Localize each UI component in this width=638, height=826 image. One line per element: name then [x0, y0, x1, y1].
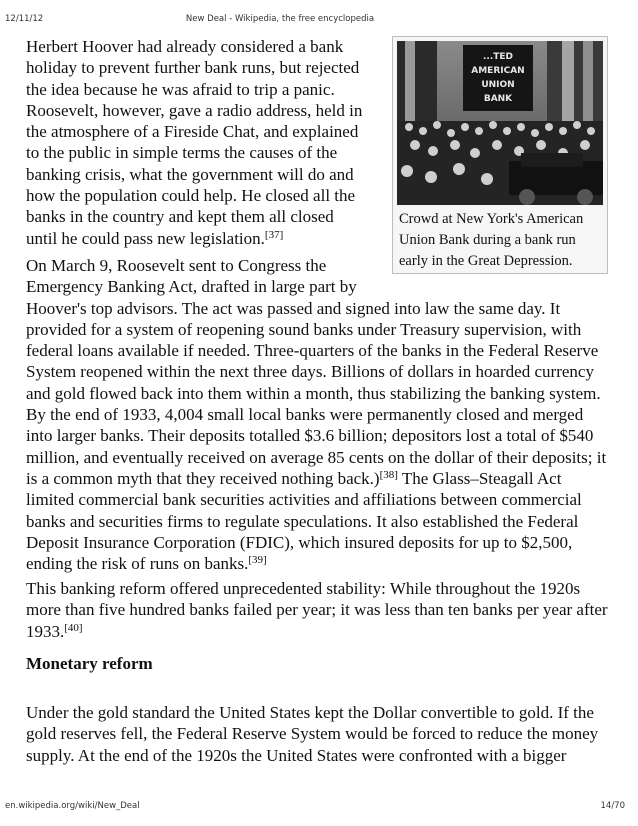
text-line: System reopened within the next three days. Billions of dollars in hoarded currency [26, 362, 594, 382]
text-line: banking crisis, what the government will do and [26, 164, 354, 184]
citation-link-39[interactable]: [39] [248, 554, 267, 567]
text-line: to the public in simple terms the causes of the [26, 143, 338, 163]
image-thumbnail [392, 36, 608, 274]
print-footer [0, 801, 638, 813]
citation-link-37[interactable]: [37] [264, 228, 284, 241]
text-line: is a common myth that they received nothing back.) [26, 468, 380, 488]
text-line: 1933. [26, 621, 65, 641]
paragraph-monetary-reform [26, 702, 626, 766]
text-line: how the population could help. He closed all the [26, 186, 356, 206]
text-line: Under the gold standard the United States kept the Dollar convertible to gold. If the [26, 703, 594, 722]
text-line: the atmosphere of a Fireside Chat, and explained [26, 122, 359, 142]
citation-link-40[interactable]: [40] [64, 621, 83, 634]
sign-line-1: ...TED [482, 52, 514, 62]
page-number: 14/70 [600, 801, 625, 811]
citation-link-38[interactable]: [38] [379, 468, 398, 481]
text-line: This banking reform offered unprecedented stability: While throughout the 1920s [26, 579, 581, 598]
text-line: and gold flowed back into them within a month, thus stabilizing the banking system. [26, 383, 601, 403]
print-header [0, 14, 638, 26]
section-heading-monetary-reform: Monetary reform [26, 654, 153, 673]
caption-line: Crowd at New York's American [399, 211, 584, 227]
bank-run-photo[interactable] [397, 41, 603, 205]
text-line: Hoover's top advisors. The act was passed and signed into law the same day. It [26, 298, 561, 318]
sign-line-2: AMERICAN [471, 66, 525, 76]
text-line: federal loans available if needed. Three-quarters of the banks in the Federal Reserve [26, 341, 599, 361]
text-line: ending the risk of runs on banks. [26, 554, 249, 574]
text-line: more than five hundred banks failed per year; it was less than ten banks per year after [26, 600, 608, 620]
sign-line-3: UNION [481, 80, 515, 90]
print-page-title: New Deal - Wikipedia, the free encyclopedia [185, 14, 375, 24]
paragraph-bank-holiday [26, 36, 374, 249]
print-date: 12/11/12 [5, 14, 44, 24]
text-line: By the end of 1933, 4,004 small local banks were permanently closed and merged [26, 405, 584, 425]
paragraph-banking-reform [26, 578, 626, 642]
sign-line-4: BANK [483, 94, 513, 104]
text-line: holiday to prevent further bank runs, but rejected [26, 58, 360, 78]
text-line: until he could pass new legislation. [26, 228, 265, 248]
caption-line: Union Bank during a bank run [399, 232, 576, 248]
text-line: supply. At the end of the 1920s the United States were confronted with a bigger [26, 745, 567, 765]
text-line: Deposit Insurance Corporation (FDIC), which insured deposits for up to $2,500, [26, 532, 573, 552]
image-caption [399, 209, 603, 272]
page-url: en.wikipedia.org/wiki/New_Deal [5, 801, 140, 811]
text-line: banks and securities firms to regulate speculations. It also established the Federal [26, 511, 579, 531]
text-line: Emergency Banking Act, drafted in large part by [26, 277, 357, 297]
text-line: the idea because he was afraid to trip a panic. [26, 79, 335, 99]
text-line: million, and eventually received on average 85 cents on the dollar of their deposits; it [26, 447, 607, 467]
text-line: Herbert Hoover had already considered a bank [26, 37, 344, 56]
text-line: gold reserves fell, the Federal Reserve System would be forced to reduce the money [26, 724, 599, 744]
text-line: On March 9, Roosevelt sent to Congress the [26, 256, 327, 275]
text-line: provided for a system of reopening sound banks under Treasury supervision, with [26, 319, 582, 339]
text-line: The Glass–Steagall Act [397, 468, 562, 488]
text-line: limited commercial bank securities activities and affiliations between commercial [26, 490, 582, 510]
caption-line: early in the Great Depression. [399, 253, 573, 269]
text-line: into larger banks. Their deposits totalled $3.6 billion; depositors lost a total of $540 [26, 426, 594, 446]
text-line: Roosevelt, however, gave a radio address, held in [26, 100, 363, 120]
text-line: banks in the country and kept them all closed [26, 207, 334, 227]
